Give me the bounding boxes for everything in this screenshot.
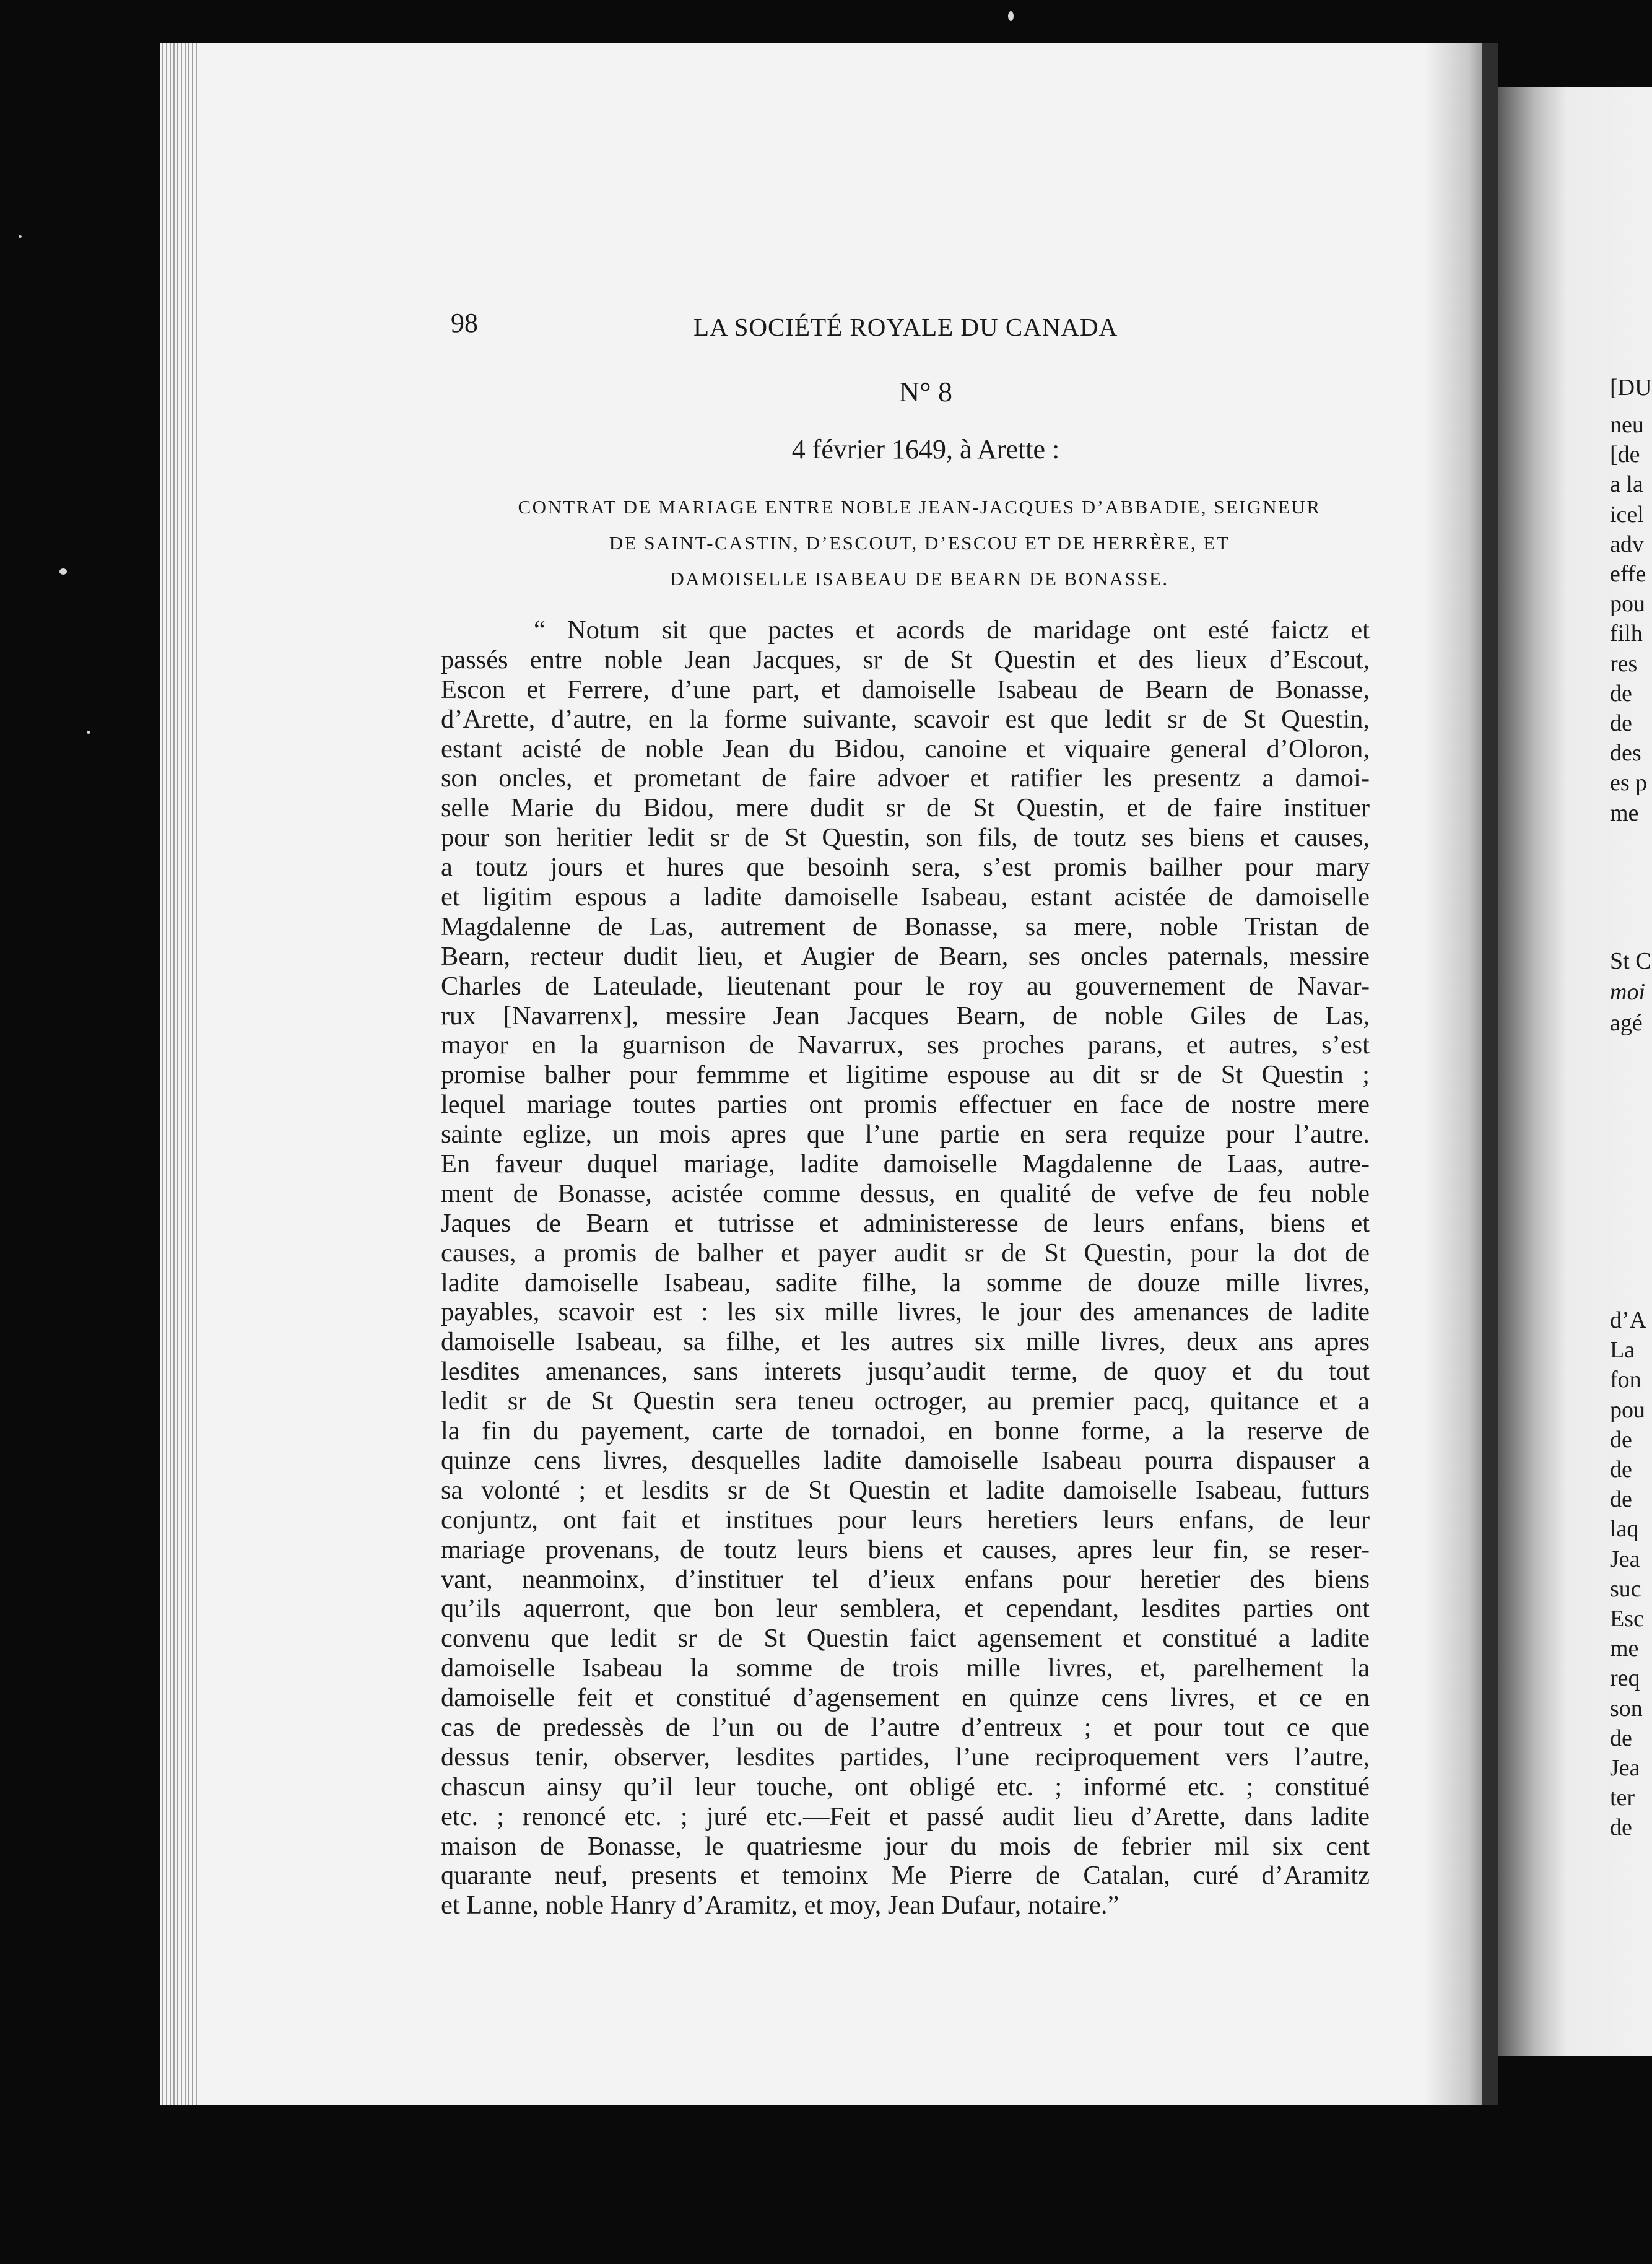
body-line: promise balher pour femmme et ligitime espouse au dit sr de St Questin ; xyxy=(441,1060,1370,1090)
facing-page-line: agé xyxy=(1610,1010,1643,1036)
document-number: N° 8 xyxy=(898,376,953,407)
facing-page-line: adv xyxy=(1610,531,1644,557)
facing-page-line: [de xyxy=(1610,442,1640,468)
title-line: CONTRAT DE MARIAGE ENTRE NOBLE JEAN-JACQUES D’ABBADIE, SEIGNEUR xyxy=(518,496,1321,518)
body-line: quinze cens livres, desquelles ladite damoiselle Isabeau pourra dispauser a xyxy=(441,1445,1370,1475)
body-line: passés entre noble Jean Jacques, sr de St Questin et des lieux d’Escout, xyxy=(441,645,1370,674)
body-line: chascun ainsy qu’il leur touche, ont obligé etc. ; informé etc. ; constitué xyxy=(441,1772,1370,1801)
body-line: damoiselle feit et constitué d’agensement en quinze cens livres, et ce en xyxy=(441,1683,1370,1713)
body-line: d’Arette, d’autre, en la forme suivante, scavoir est que ledit sr de St Questin, xyxy=(441,704,1370,734)
body-line: qu’ils aquerront, que bon leur semblera, et cependant, lesdites parties ont xyxy=(441,1594,1370,1624)
facing-page-line: d’A xyxy=(1610,1307,1647,1333)
body-line: convenu que ledit sr de St Questin faict agensement et constitué a ladite xyxy=(441,1624,1370,1653)
facing-page-line: St C xyxy=(1610,948,1651,974)
body-line: damoiselle Isabeau la somme de trois mille livres, et, parelhement la xyxy=(441,1653,1370,1683)
body-line: lequel mariage toutes parties ont promis effectuer en face de nostre mere xyxy=(441,1090,1370,1120)
body-line: ladite damoiselle Isabeau, sadite filhe, la somme de douze mille livres, xyxy=(441,1268,1370,1297)
facing-page-line: es p xyxy=(1610,770,1648,796)
body-line: sainte eglize, un mois apres que l’une partie en sera requize pour l’autre. xyxy=(441,1120,1370,1149)
document-title xyxy=(452,489,1387,597)
scan-speck xyxy=(19,235,22,238)
facing-page-line: neu xyxy=(1610,412,1644,438)
facing-page-line: effe xyxy=(1610,561,1646,587)
facing-page-line: me xyxy=(1610,799,1639,826)
title-line: DAMOISELLE ISABEAU DE BEARN DE BONASSE. xyxy=(670,568,1169,590)
body-line: estant acisté de noble Jean du Bidou, canoine et viquaire general d’Oloron, xyxy=(441,734,1370,764)
facing-page-line: moi xyxy=(1610,979,1645,1005)
facing-page-line: fon xyxy=(1610,1367,1641,1393)
facing-page-line: pou xyxy=(1610,591,1645,617)
body-line: pour son heritier ledit sr de St Questin, son fils, de toutz ses biens et causes, xyxy=(441,823,1370,853)
body-line: Bearn, recteur dudit lieu, et Augier de Bearn, ses oncles paternals, messire xyxy=(441,941,1370,971)
body-line: “ Notum sit que pactes et acords de maridage ont esté faictz et xyxy=(534,616,1370,645)
scan-speck xyxy=(59,568,67,575)
body-line: Charles de Lateulade, lieutenant pour le roy au gouvernement de Navar- xyxy=(441,971,1370,1001)
facing-page-line: ter xyxy=(1610,1785,1635,1811)
facing-page-line: Jea xyxy=(1610,1755,1640,1781)
title-line: DE SAINT-CASTIN, D’ESCOUT, D’ESCOU ET DE HERRÈRE, ET xyxy=(609,532,1230,554)
body-line: vant, neanmoinx, d’instituer tel d’ieux enfans pour heretier des biens xyxy=(441,1564,1370,1594)
facing-page-line: Esc xyxy=(1610,1606,1644,1632)
scan-speck xyxy=(1008,11,1014,21)
body-line: la fin du payement, carte de tornadoi, en bonne forme, a la reserve de xyxy=(441,1416,1370,1446)
facing-page-line: req xyxy=(1610,1665,1640,1692)
facing-page-line: de xyxy=(1610,680,1632,707)
facing-page-line: de xyxy=(1610,1486,1632,1513)
facing-page-line: filh xyxy=(1610,620,1643,647)
facing-page-line: icel xyxy=(1610,501,1644,528)
facing-page-line: de xyxy=(1610,1725,1632,1751)
body-line: Escon et Ferrere, d’une part, et damoiselle Isabeau de Bearn de Bonasse, xyxy=(441,674,1370,704)
body-line: et ligitim espous a ladite damoiselle Isabeau, estant acistée de damoiselle xyxy=(441,882,1370,912)
body-line: damoiselle Isabeau, sa filhe, et les autres six mille livres, deux ans apres xyxy=(441,1327,1370,1357)
body-line: conjuntz, ont fait et institues pour leurs heretiers leurs enfans, de leur xyxy=(441,1505,1370,1535)
facing-page-line: me xyxy=(1610,1635,1639,1662)
facing-page-line: de xyxy=(1610,1456,1632,1482)
facing-page-line: Jea xyxy=(1610,1546,1640,1572)
body-line: selle Marie du Bidou, mere dudit sr de St Questin, et de faire instituer xyxy=(441,793,1370,823)
scan-speck xyxy=(87,731,90,734)
facing-page-line: res xyxy=(1610,650,1638,677)
running-head: LA SOCIÉTÉ ROYALE DU CANADA xyxy=(693,313,1118,341)
document-date: 4 février 1649, à Arette : xyxy=(791,434,1060,464)
body-line: En faveur duquel mariage, ladite damoiselle Magdalenne de Laas, autre- xyxy=(441,1149,1370,1179)
facing-page-line: laq xyxy=(1610,1516,1639,1543)
body-line: a toutz jours et hures que besoinh sera, s’est promis bailher pour mary xyxy=(441,853,1370,882)
document-body xyxy=(441,616,1370,1920)
body-line: mariage provenans, de toutz leurs biens et causes, apres leur fin, se reser- xyxy=(441,1535,1370,1564)
facing-page-line: de xyxy=(1610,1814,1632,1841)
facing-page-line: [DU xyxy=(1610,375,1652,401)
facing-page-line: pou xyxy=(1610,1396,1645,1423)
body-line: maison de Bonasse, le quatriesme jour du mois de febrier mil six cent xyxy=(441,1831,1370,1861)
body-line: lesdites amenances, sans interets jusqu’audit terme, de quoy et du tout xyxy=(441,1357,1370,1387)
facing-page-line: La xyxy=(1610,1337,1635,1364)
body-line: payables, scavoir est : les six mille livres, le jour des amenances de ladite xyxy=(441,1297,1370,1327)
body-line: etc. ; renoncé etc. ; juré etc.—Feit et passé audit lieu d’Arette, dans ladite xyxy=(441,1801,1370,1831)
body-line: son oncles, et prometant de faire advoer et ratifier les presentz a damoi- xyxy=(441,764,1370,793)
body-line: Magdalenne de Las, autrement de Bonasse, sa mere, noble Tristan de xyxy=(441,912,1370,941)
body-line: dessus tenir, observer, lesdites partides, l’une reciproquement vers l’autre, xyxy=(441,1742,1370,1772)
body-line: cas de predessès de l’un ou de l’autre d’entreux ; et pour tout ce que xyxy=(441,1712,1370,1742)
body-line: ment de Bonasse, acistée comme dessus, en qualité de vefve de feu noble xyxy=(441,1178,1370,1208)
body-line: sa volonté ; et lesdits sr de St Questin et ladite damoiselle Isabeau, futturs xyxy=(441,1475,1370,1505)
facing-page-line: a la xyxy=(1610,471,1643,498)
body-line: causes, a promis de balher et payer audit sr de St Questin, pour la dot de xyxy=(441,1238,1370,1268)
body-line: Jaques de Bearn et tutrisse et administeresse de leurs enfans, biens et xyxy=(441,1208,1370,1238)
facing-page-line: son xyxy=(1610,1695,1643,1722)
body-line: ledit sr de St Questin sera teneu octroger, au premier pacq, quitance et a xyxy=(441,1387,1370,1416)
body-line: rux [Navarrenx], messire Jean Jacques Bearn, de noble Giles de Las, xyxy=(441,1001,1370,1030)
body-line: quarante neuf, presents et temoinx Me Pierre de Catalan, curé d’Aramitz xyxy=(441,1861,1370,1891)
page-number: 98 xyxy=(451,308,478,338)
facing-page-line: des xyxy=(1610,740,1641,767)
gutter-shadow xyxy=(1424,43,1498,2105)
facing-page-line: de xyxy=(1610,1426,1632,1453)
facing-page-line: suc xyxy=(1610,1575,1641,1602)
facing-page-line: de xyxy=(1610,710,1632,736)
body-line: et Lanne, noble Hanry d’Aramitz, et moy, Jean Dufaur, notaire.” xyxy=(441,1891,1119,1920)
body-line: mayor en la guarnison de Navarrux, ses proches parans, et autres, s’est xyxy=(441,1030,1370,1060)
